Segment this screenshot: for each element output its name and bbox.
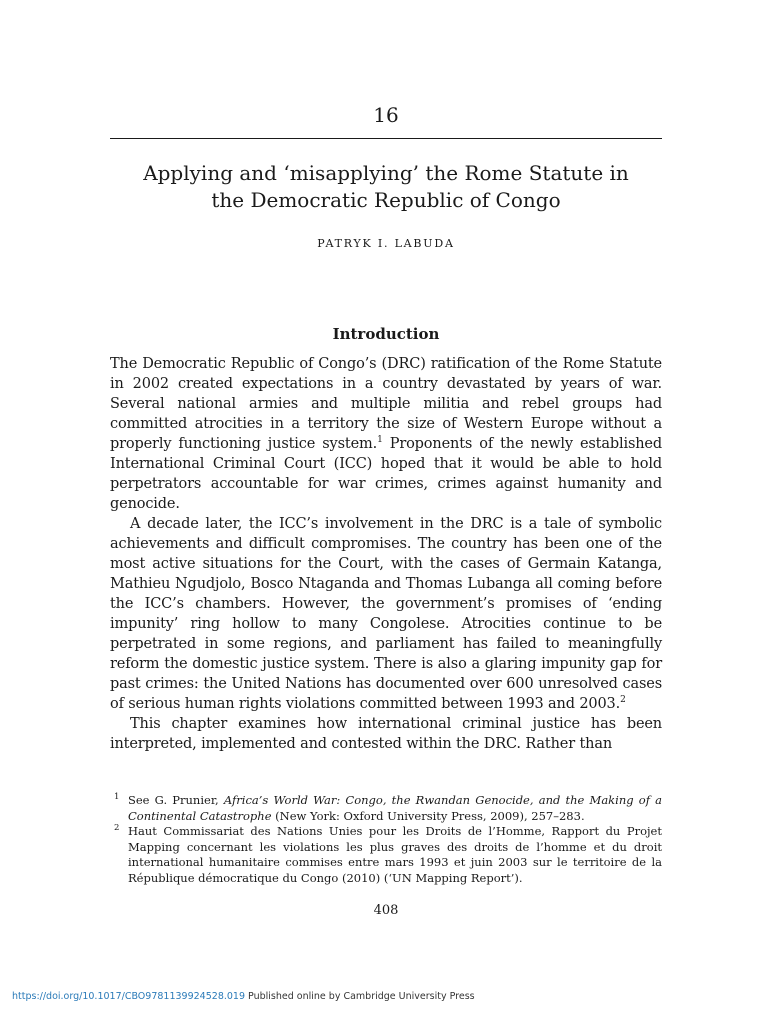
paragraph-1-text-b: Proponents of the newly established International Criminal Court (ICC) hoped that it would be able to hold perpetrators accountable for war crimes, crimes against humanity and genocide. <box>110 436 662 512</box>
doi-link[interactable]: https://doi.org/10.1017/CBO9781139924528.019 <box>12 991 246 1002</box>
footnote-1-text-a: See G. Prunier, <box>128 793 224 807</box>
chapter-title-line-1: Applying and ‘misapplying’ the Rome Statute in <box>143 161 629 185</box>
footnote-1 <box>110 793 662 824</box>
footnote-1-number: 1 <box>114 792 120 802</box>
paragraph-2-text: A decade later, the ICC’s involvement in the DRC is a tale of symbolic achievements and difficult compromises. The country has been one of the most active situations for the Court, with the cases of Germain Katanga, Mathieu Ngudjolo, Bosco Ntaganda and Thomas Lubanga all coming before the ICC’s chambers. However, the government’s promises of ‘ending impunity’ ring hollow to many Congolese. Atrocities continue to be perpetrated in some regions, and parliament has failed to meaningfully reform the domestic justice system. There is also a glaring impunity gap for past crimes: the United Nations has documented over 600 unresolved cases of serious human rights violations committed between 1993 and 2003. <box>110 516 662 712</box>
page-number: 408 <box>373 903 399 918</box>
footnote-2-text: Haut Commissariat des Nations Unies pour les Droits de l’Homme, Rapport du Projet Mapping concernant les violations les plus graves des droits de l’homme et du droit international humanitaire commises entre mars 1993 et juin 2003 sur le territoire de la République démocratique du Congo (2010) (‘UN Mapping Report’). <box>128 824 662 885</box>
doi-publisher-note: Published online by Cambridge University Press <box>245 991 475 1002</box>
footnote-2-number: 2 <box>114 823 120 833</box>
body-text <box>110 354 662 754</box>
chapter-title <box>110 160 662 214</box>
author-name: PATRYK I. LABUDA <box>317 237 455 250</box>
doi-line <box>12 991 475 1002</box>
paragraph-3 <box>110 714 662 754</box>
chapter-number: 16 <box>373 103 399 127</box>
paragraph-2 <box>110 514 662 714</box>
footnote-ref-1[interactable]: 1 <box>377 435 383 446</box>
footnotes <box>110 793 662 886</box>
footnote-1-book-title: Africa’s World War: Congo, the Rwandan Genocide, and the Making of a Continental Catastrophe <box>128 793 662 823</box>
chapter-title-line-2: the Democratic Republic of Congo <box>211 188 561 212</box>
footnote-ref-2[interactable]: 2 <box>620 695 626 706</box>
paragraph-3-text: This chapter examines how international criminal justice has been interpreted, implemented and contested within the DRC. Rather than <box>110 716 662 752</box>
paragraph-1-text-a: The Democratic Republic of Congo’s (DRC) ratification of the Rome Statute in 2002 created expectations in a country devastated by years of war. Several national armies and multiple militia and rebel groups had committed atrocities in a territory the size of Western Europe without a properly functioning justice system. <box>110 356 662 452</box>
paragraph-1 <box>110 354 662 514</box>
footnote-1-text-b: (New York: Oxford University Press, 2009), 257–283. <box>271 808 585 823</box>
section-heading: Introduction <box>332 325 440 343</box>
title-rule <box>110 138 662 139</box>
footnote-2 <box>110 824 662 886</box>
